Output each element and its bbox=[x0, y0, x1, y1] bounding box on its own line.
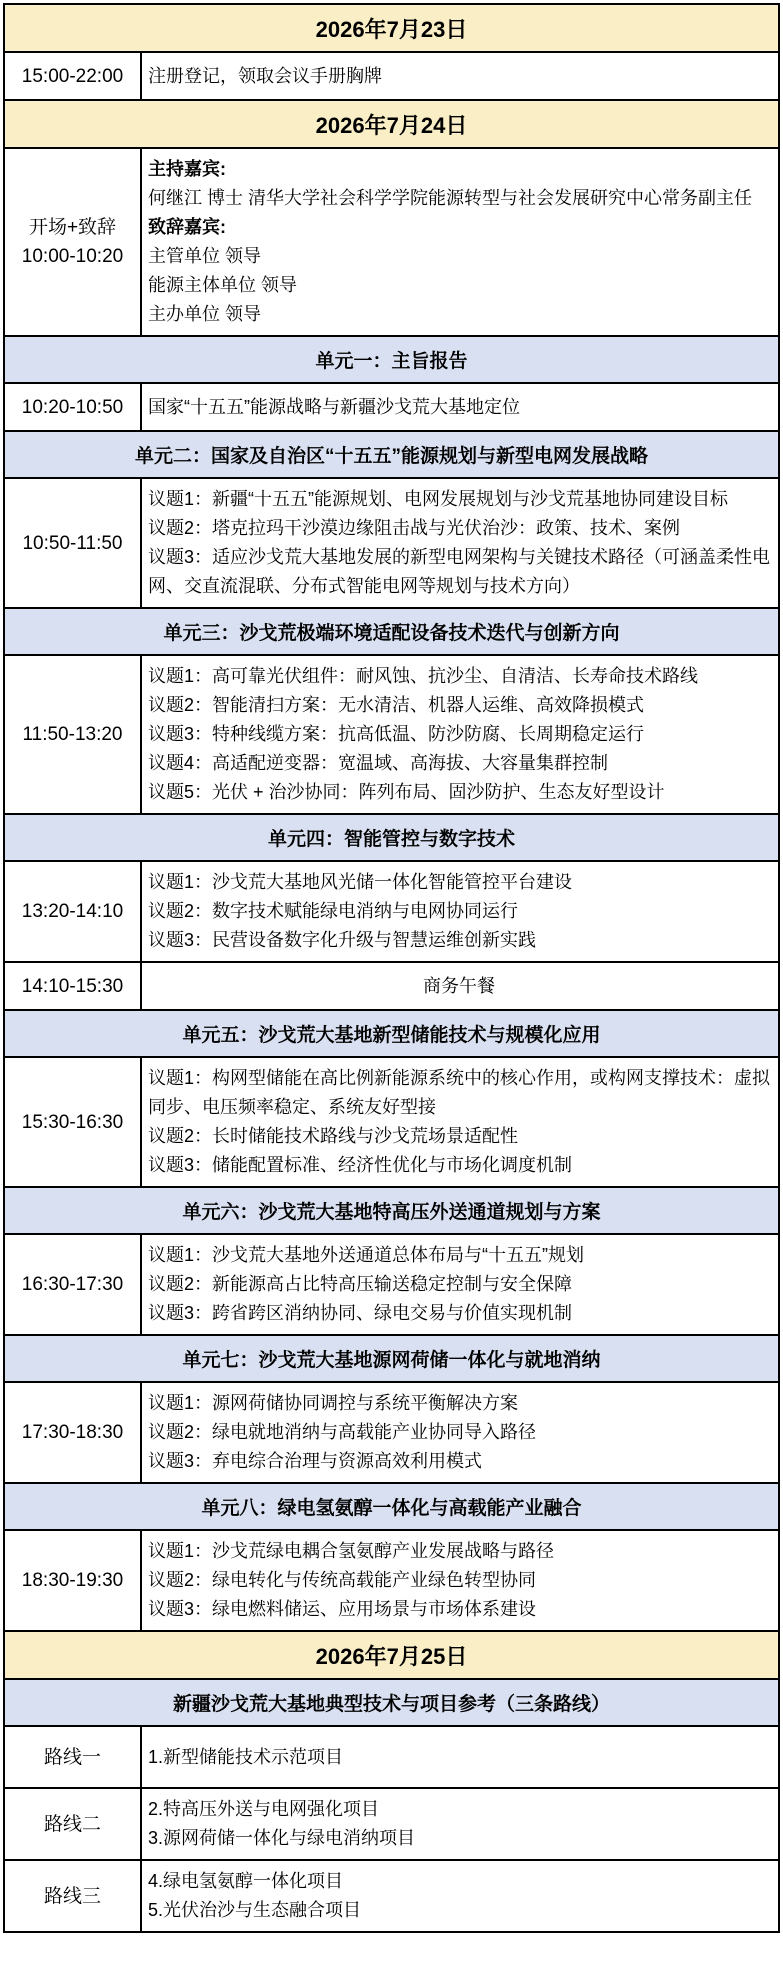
session-row bbox=[5, 1383, 778, 1484]
agenda-content-cell bbox=[142, 1727, 778, 1787]
agenda-line: 议题1：沙戈荒大基地外送通道总体布局与“十五五”规划 bbox=[148, 1245, 584, 1265]
agenda-content-cell bbox=[142, 479, 778, 607]
session-row bbox=[5, 384, 778, 432]
agenda-line: 何继江 博士 清华大学社会科学学院能源转型与社会发展研究中心常务副主任 bbox=[148, 188, 752, 208]
agenda-content-cell bbox=[142, 963, 778, 1009]
agenda-line: 议题3：绿电燃料储运、应用场景与市场体系建设 bbox=[148, 1599, 537, 1619]
agenda-line: 议题2：新能源高占比特高压输送稳定控制与安全保障 bbox=[148, 1274, 573, 1294]
agenda-line: 4.绿电氢氨醇一体化项目 bbox=[148, 1871, 344, 1891]
agenda-line: 议题2：智能清扫方案：无水清洁、机器人运维、高效降损模式 bbox=[148, 695, 645, 715]
agenda-line: 议题3：适应沙戈荒大基地发展的新型电网架构与关键技术路径（可涵盖柔性电网、交直流混联、分布式智能电网等规划与技术方向） bbox=[148, 547, 771, 596]
time-label: 10:50-11:50 bbox=[22, 532, 123, 554]
session-row bbox=[5, 1861, 778, 1931]
agenda-content-cell bbox=[142, 1789, 778, 1859]
agenda-content-cell bbox=[142, 1235, 778, 1334]
agenda-line: 议题1：构网型储能在高比例新能源系统中的核心作用，或构网支撑技术：虚拟同步、电压频率稳定、系统友好型接 bbox=[148, 1068, 771, 1117]
agenda-line: 商务午餐 bbox=[423, 975, 495, 996]
time-label: 15:30-16:30 bbox=[21, 1111, 124, 1133]
agenda-line: 议题2：绿电就地消纳与高载能产业协同导入路径 bbox=[148, 1422, 537, 1442]
date-header-row bbox=[5, 101, 778, 149]
session-row bbox=[5, 479, 778, 609]
section-header-row bbox=[5, 1680, 778, 1727]
agenda-line: 议题3：储能配置标准、经济性优化与市场化调度机制 bbox=[148, 1155, 573, 1175]
agenda-line: 2.特高压外送与电网强化项目 bbox=[148, 1799, 380, 1819]
agenda-line: 5.光伏治沙与生态融合项目 bbox=[148, 1900, 362, 1920]
section-header: 单元八：绿电氢氨醇一体化与高载能产业融合 bbox=[201, 1498, 582, 1519]
agenda-content-cell bbox=[142, 53, 778, 99]
section-header: 单元二：国家及自治区“十五五”能源规划与新型电网发展战略 bbox=[134, 446, 648, 467]
time-cell bbox=[5, 963, 142, 1009]
agenda-content-cell bbox=[142, 149, 778, 335]
session-row bbox=[5, 1727, 778, 1789]
time-cell bbox=[5, 479, 142, 607]
time-label: 16:30-17:30 bbox=[21, 1274, 124, 1295]
time-cell bbox=[5, 384, 142, 430]
time-cell bbox=[5, 862, 142, 961]
agenda-line: 主持嘉宾: bbox=[148, 159, 226, 179]
section-header-row bbox=[5, 609, 778, 656]
time-label: 18:30-19:30 bbox=[21, 1570, 124, 1591]
section-header-row bbox=[5, 432, 778, 479]
route-label: 路线三 bbox=[43, 1885, 101, 1907]
section-header-row bbox=[5, 1336, 778, 1383]
session-row bbox=[5, 1531, 778, 1632]
time-cell bbox=[5, 1383, 142, 1482]
agenda-content-cell bbox=[142, 1058, 778, 1186]
date-header: 2026年7月24日 bbox=[315, 112, 468, 138]
agenda-line: 能源主体单位 领导 bbox=[148, 275, 298, 295]
section-header-row bbox=[5, 1484, 778, 1531]
agenda-line: 议题1：沙戈荒绿电耦合氢氨醇产业发展战略与路径 bbox=[148, 1541, 555, 1561]
section-header-row bbox=[5, 337, 778, 384]
section-header: 单元七：沙戈荒大基地源网荷储一体化与就地消纳 bbox=[182, 1350, 601, 1371]
agenda-line: 议题3：特种线缆方案：抗高低温、防沙防腐、长周期稳定运行 bbox=[148, 724, 645, 744]
time-label: 13:20-14:10 bbox=[21, 901, 124, 922]
time-cell bbox=[5, 149, 142, 335]
agenda-line: 议题2：塔克拉玛干沙漠边缘阻击战与光伏治沙：政策、技术、案例 bbox=[148, 518, 681, 538]
date-header: 2026年7月23日 bbox=[315, 16, 468, 42]
time-label: 15:00-22:00 bbox=[21, 65, 124, 87]
date-header-row bbox=[5, 1632, 778, 1680]
section-header: 单元五：沙戈荒大基地新型储能技术与规模化应用 bbox=[182, 1025, 601, 1046]
route-cell bbox=[5, 1727, 142, 1787]
agenda-line: 议题1：新疆“十五五”能源规划、电网发展规划与沙戈荒基地协同建设目标 bbox=[148, 489, 728, 509]
agenda-line: 议题1：高可靠光伏组件：耐风蚀、抗沙尘、自清洁、长寿命技术路线 bbox=[148, 666, 699, 686]
session-row bbox=[5, 1235, 778, 1336]
agenda-line: 议题1：沙戈荒大基地风光储一体化智能管控平台建设 bbox=[148, 872, 573, 892]
agenda-line: 议题3：民营设备数字化升级与智慧运维创新实践 bbox=[148, 930, 537, 950]
agenda-content-cell bbox=[142, 1383, 778, 1482]
agenda-line: 注册登记，领取会议手册胸牌 bbox=[148, 65, 382, 86]
agenda-line: 国家“十五五”能源战略与新疆沙戈荒大基地定位 bbox=[148, 396, 520, 417]
agenda-content-cell bbox=[142, 1861, 778, 1931]
time-cell bbox=[5, 1531, 142, 1630]
agenda-line: 议题2：绿电转化与传统高载能产业绿色转型协同 bbox=[148, 1570, 537, 1590]
section-header: 单元一：主旨报告 bbox=[315, 351, 468, 372]
section-header-row bbox=[5, 815, 778, 862]
agenda-line: 致辞嘉宾: bbox=[148, 217, 226, 237]
agenda-content-cell bbox=[142, 384, 778, 430]
agenda-line: 主办单位 领导 bbox=[148, 304, 262, 324]
agenda-content-cell bbox=[142, 1531, 778, 1630]
section-header: 新疆沙戈荒大基地典型技术与项目参考（三条路线） bbox=[172, 1694, 610, 1715]
section-header: 单元三：沙戈荒极端环境适配设备技术迭代与创新方向 bbox=[163, 623, 620, 644]
route-cell bbox=[5, 1789, 142, 1859]
time-label: 10:20-10:50 bbox=[21, 396, 124, 418]
time-cell bbox=[5, 1058, 142, 1186]
date-header-row bbox=[5, 5, 778, 53]
agenda-line: 议题2：数字技术赋能绿电消纳与电网协同运行 bbox=[148, 901, 519, 921]
agenda-content-cell bbox=[142, 862, 778, 961]
agenda-line: 议题3：跨省跨区消纳协同、绿电交易与价值实现机制 bbox=[148, 1303, 573, 1323]
route-label: 路线一 bbox=[43, 1746, 101, 1768]
agenda-line: 议题4：高适配逆变器：宽温域、高海拔、大容量集群控制 bbox=[148, 753, 609, 773]
conference-agenda-table bbox=[3, 3, 780, 1933]
session-row bbox=[5, 1789, 778, 1861]
agenda-line: 议题1：源网荷储协同调控与系统平衡解决方案 bbox=[148, 1393, 519, 1413]
section-header: 单元六：沙戈荒大基地特高压外送通道规划与方案 bbox=[182, 1202, 601, 1223]
section-header-row bbox=[5, 1011, 778, 1058]
session-row bbox=[5, 862, 778, 963]
session-row bbox=[5, 1058, 778, 1188]
agenda-content-cell bbox=[142, 656, 778, 813]
route-label: 路线二 bbox=[43, 1813, 101, 1835]
agenda-line: 议题5：光伏 + 治沙协同：阵列布局、固沙防护、生态友好型设计 bbox=[148, 782, 665, 802]
session-row bbox=[5, 963, 778, 1011]
route-cell bbox=[5, 1861, 142, 1931]
time-label: 开场+致辞 bbox=[28, 217, 117, 238]
time-cell bbox=[5, 53, 142, 99]
time-label: 11:50-13:20 bbox=[22, 724, 123, 745]
section-header-row bbox=[5, 1188, 778, 1235]
agenda-line: 3.源网荷储一体化与绿电消纳项目 bbox=[148, 1828, 416, 1848]
time-label: 17:30-18:30 bbox=[21, 1422, 124, 1443]
section-header: 单元四：智能管控与数字技术 bbox=[267, 829, 515, 850]
time-cell bbox=[5, 656, 142, 813]
date-header: 2026年7月25日 bbox=[315, 1643, 468, 1669]
session-row bbox=[5, 149, 778, 337]
time-label: 14:10-15:30 bbox=[21, 975, 124, 997]
time-cell bbox=[5, 1235, 142, 1334]
agenda-line: 主管单位 领导 bbox=[148, 246, 262, 266]
session-row bbox=[5, 656, 778, 815]
agenda-line: 议题2：长时储能技术路线与沙戈荒场景适配性 bbox=[148, 1126, 519, 1146]
agenda-line: 议题3：弃电综合治理与资源高效利用模式 bbox=[148, 1451, 483, 1471]
session-row bbox=[5, 53, 778, 101]
time-label: 10:00-10:20 bbox=[21, 246, 124, 267]
agenda-line: 1.新型储能技术示范项目 bbox=[148, 1746, 344, 1767]
